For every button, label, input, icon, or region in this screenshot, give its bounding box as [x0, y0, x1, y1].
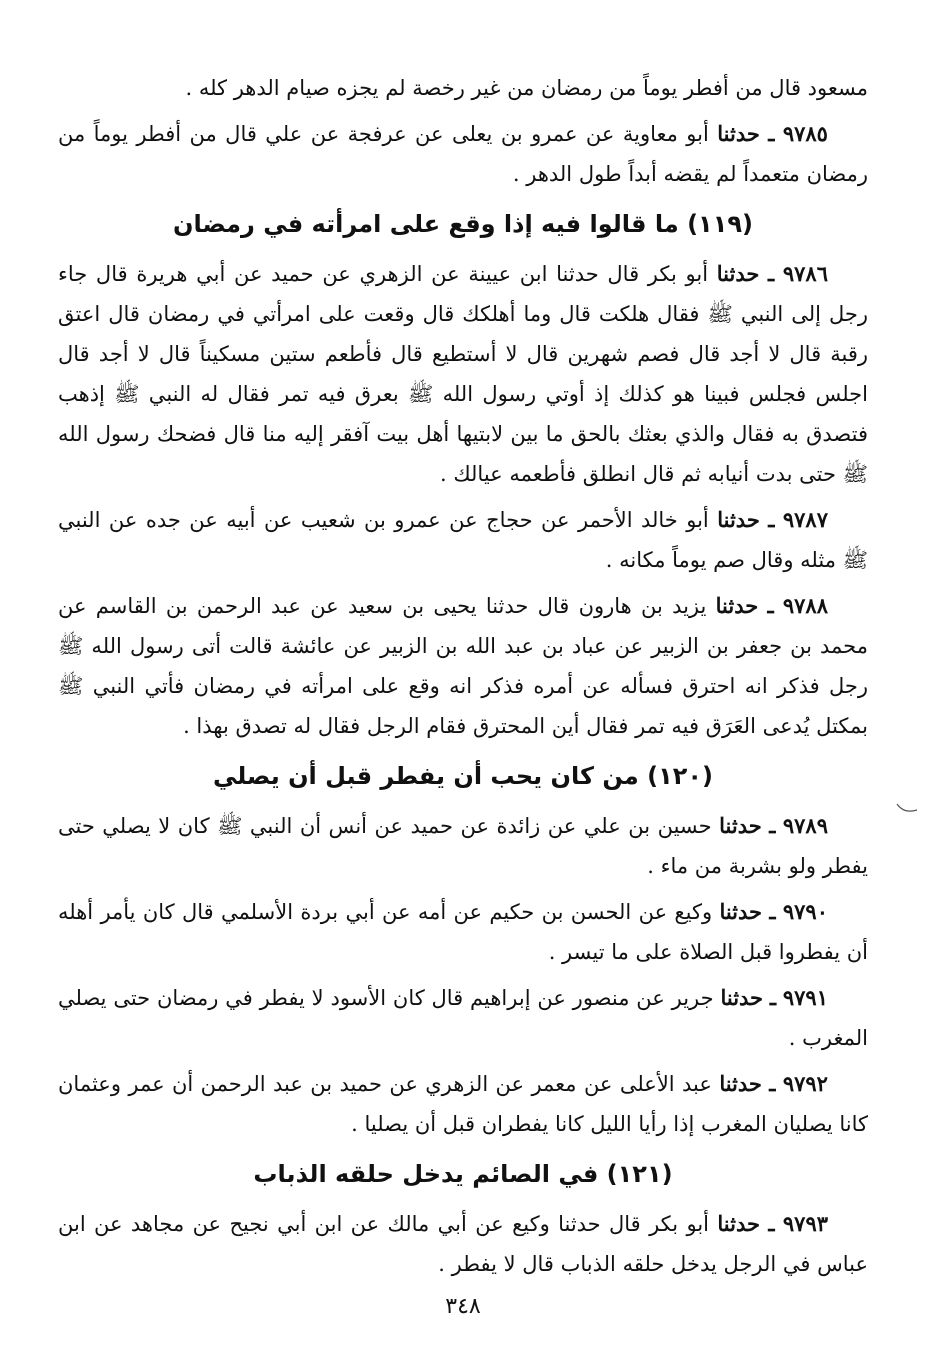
hadith-keyword: حدثنا: [717, 121, 760, 146]
hadith-9790: ٩٧٩٠ ـ حدثنا وكيع عن الحسن بن حكيم عن أمه عن أبي بردة الأسلمي قال كان يأمر أهله أن يفطروا قبل الصلاة على ما تيسر .: [58, 899, 868, 964]
hadith-number: ٩٧٨٨: [782, 593, 828, 618]
paragraph-continued: [58, 68, 868, 108]
page-number: ٣٤٨: [445, 1294, 481, 1319]
page-body: [58, 68, 868, 1324]
hadith-9792: ٩٧٩٢ ـ حدثنا عبد الأعلى عن معمر عن الزهري عن حميد بن عبد الرحمن أن عمر وعثمان كانا يصليان المغرب إذا رأيا الليل كانا يفطران قبل أن يصليا .: [58, 1071, 868, 1136]
hadith-number: ٩٧٨٦: [782, 261, 828, 286]
chapter-heading-120: (١٢٠) من كان يحب أن يفطر قبل أن يصلي: [212, 762, 714, 790]
hadith-9785: ٩٧٨٥ ـ حدثنا أبو معاوية عن عمرو بن يعلى عن عرفجة عن علي قال من أفطر يوماً من رمضان متعمداً لم يقضه أبداً طول الدهر .: [58, 121, 868, 186]
hadith-number: ٩٧٨٧: [782, 507, 828, 532]
hadith-number: ٩٧٩٣: [782, 1211, 829, 1236]
paragraph-text: جرير عن منصور عن إبراهيم قال كان الأسود لا يفطر في رمضان حتى يصلي المغرب .: [58, 986, 868, 1050]
hadith-keyword: حدثنا: [716, 261, 760, 286]
hadith-keyword: حدثنا: [719, 899, 763, 924]
hadith-number: ٩٧٩٠: [782, 899, 828, 924]
hadith-keyword: حدثنا: [720, 985, 764, 1010]
margin-tick-mark: [896, 802, 918, 816]
paragraph-text: أبو معاوية عن عمرو بن يعلى عن عرفجة عن علي قال من أفطر يوماً من رمضان متعمداً لم يقضه أبداً طول الدهر .: [58, 122, 868, 186]
hadith-keyword: حدثنا: [717, 1211, 760, 1236]
chapter-heading-119: (١١٩) ما قالوا فيه إذا وقع على امرأته في رمضان: [173, 210, 753, 238]
paragraph-text: عبد الأعلى عن معمر عن الزهري عن حميد بن عبد الرحمن أن عمر وعثمان كانا يصليان المغرب إذا رأيا الليل كانا يفطران قبل أن يصليا .: [58, 1072, 868, 1136]
paragraph-text: وكيع عن الحسن بن حكيم عن أمه عن أبي بردة الأسلمي قال كان يأمر أهله أن يفطروا قبل الصلاة على ما تيسر .: [58, 900, 868, 964]
hadith-9791: ٩٧٩١ ـ حدثنا جرير عن منصور عن إبراهيم قال كان الأسود لا يفطر في رمضان حتى يصلي المغرب .: [58, 985, 868, 1050]
chapter-heading-121: (١٢١) في الصائم يدخل حلقه الذباب: [253, 1160, 673, 1188]
hadith-9789: ٩٧٨٩ ـ حدثنا حسين بن علي عن زائدة عن حميد عن أنس أن النبي ﷺ كان لا يصلي حتى يفطر ولو بشربة من ماء .: [58, 813, 868, 878]
hadith-9787: ٩٧٨٧ ـ حدثنا أبو خالد الأحمر عن حجاج عن عمرو بن شعيب عن أبيه عن جده عن النبي ﷺ مثله وقال صم يوماً مكانه .: [58, 507, 868, 572]
hadith-keyword: حدثنا: [717, 507, 760, 532]
hadith-number: ٩٧٩١: [782, 985, 828, 1010]
hadith-9793: ٩٧٩٣ ـ حدثنا أبو بكر قال حدثنا وكيع عن أبي مالك عن ابن أبي نجيح عن مجاهد عن ابن عباس في الرجل يدخل حلقه الذباب قال لا يفطر .: [58, 1211, 868, 1276]
hadith-9786: ٩٧٨٦ ـ حدثنا أبو بكر قال حدثنا ابن عيينة عن الزهري عن حميد عن أبي هريرة قال جاء رجل إلى النبي ﷺ فقال هلكت قال وما أهلكك قال وقعت على امرأتي في رمضان قال اعتق رقبة قال لا أجد قال فصم شهرين قال لا أستطيع قال فأطعم ستين مسكيناً قال لا أجد قال اجلس فجلس فبينا هو كذلك إذ أوتي رسول الله ﷺ بعرق فيه تمر فقال له النبي ﷺ إذهب فتصدق به فقال والذي بعثك بالحق ما بين لابتيها أهل بيت آفقر إليه منا قال فضحك رسول الله ﷺ حتى بدت أنيابه ثم قال انطلق فأطعمه عيالك .: [58, 261, 868, 486]
paragraph-text: أبو بكر قال حدثنا ابن عيينة عن الزهري عن حميد عن أبي هريرة قال جاء رجل إلى النبي ﷺ فقال هلكت قال وما أهلكك قال وقعت على امرأتي في رمضان قال اعتق رقبة قال لا أجد قال فصم شهرين قال لا أستطيع قال فأطعم ستين مسكيناً قال لا أجد قال اجلس فجلس فبينا هو كذلك إذ أوتي رسول الله ﷺ بعرق فيه تمر فقال له النبي ﷺ إذهب فتصدق به فقال والذي بعثك بالحق ما بين لابتيها أهل بيت آفقر إليه منا قال فضحك رسول الله ﷺ حتى بدت أنيابه ثم قال انطلق فأطعمه عيالك .: [58, 262, 868, 486]
hadith-9788: ٩٧٨٨ ـ حدثنا يزيد بن هارون قال حدثنا يحيى بن سعيد عن عبد الرحمن بن القاسم عن محمد بن جعفر بن الزبير عن عباد بن عبد الله بن الزبير عن عائشة قالت أتى رسول الله ﷺ رجل فذكر انه احترق فسأله عن أمره فذكر انه وقع على امرأته في رمضان فأتي النبي ﷺ بمكتل يُدعى العَرَق فيه تمر فقال أين المحترق فقام الرجل فقال له تصدق بهذا .: [58, 593, 868, 738]
hadith-keyword: حدثنا: [719, 813, 762, 838]
hadith-keyword: حدثنا: [719, 1071, 762, 1096]
paragraph-text: يزيد بن هارون قال حدثنا يحيى بن سعيد عن عبد الرحمن بن القاسم عن محمد بن جعفر بن الزبير عن عباد بن عبد الله بن الزبير عن عائشة قالت أتى رسول الله ﷺ رجل فذكر انه احترق فسأله عن أمره فذكر انه وقع على امرأته في رمضان فأتي النبي ﷺ بمكتل يُدعى العَرَق فيه تمر فقال أين المحترق فقام الرجل فقال له تصدق بهذا .: [58, 594, 868, 738]
paragraph-text: حسين بن علي عن زائدة عن حميد عن أنس أن النبي ﷺ كان لا يصلي حتى يفطر ولو بشربة من ماء .: [58, 814, 868, 878]
hadith-keyword: حدثنا: [715, 593, 759, 618]
hadith-number: ٩٧٨٥: [782, 121, 828, 146]
hadith-number: ٩٧٨٩: [782, 813, 828, 838]
paragraph-text: مسعود قال من أفطر يوماً من رمضان من غير رخصة لم يجزه صيام الدهر كله .: [185, 76, 868, 100]
hadith-number: ٩٧٩٢: [782, 1071, 828, 1096]
paragraph-text: أبو بكر قال حدثنا وكيع عن أبي مالك عن ابن أبي نجيح عن مجاهد عن ابن عباس في الرجل يدخل حلقه الذباب قال لا يفطر .: [58, 1212, 868, 1276]
paragraph-text: أبو خالد الأحمر عن حجاج عن عمرو بن شعيب عن أبيه عن جده عن النبي ﷺ مثله وقال صم يوماً مكانه .: [58, 508, 868, 572]
